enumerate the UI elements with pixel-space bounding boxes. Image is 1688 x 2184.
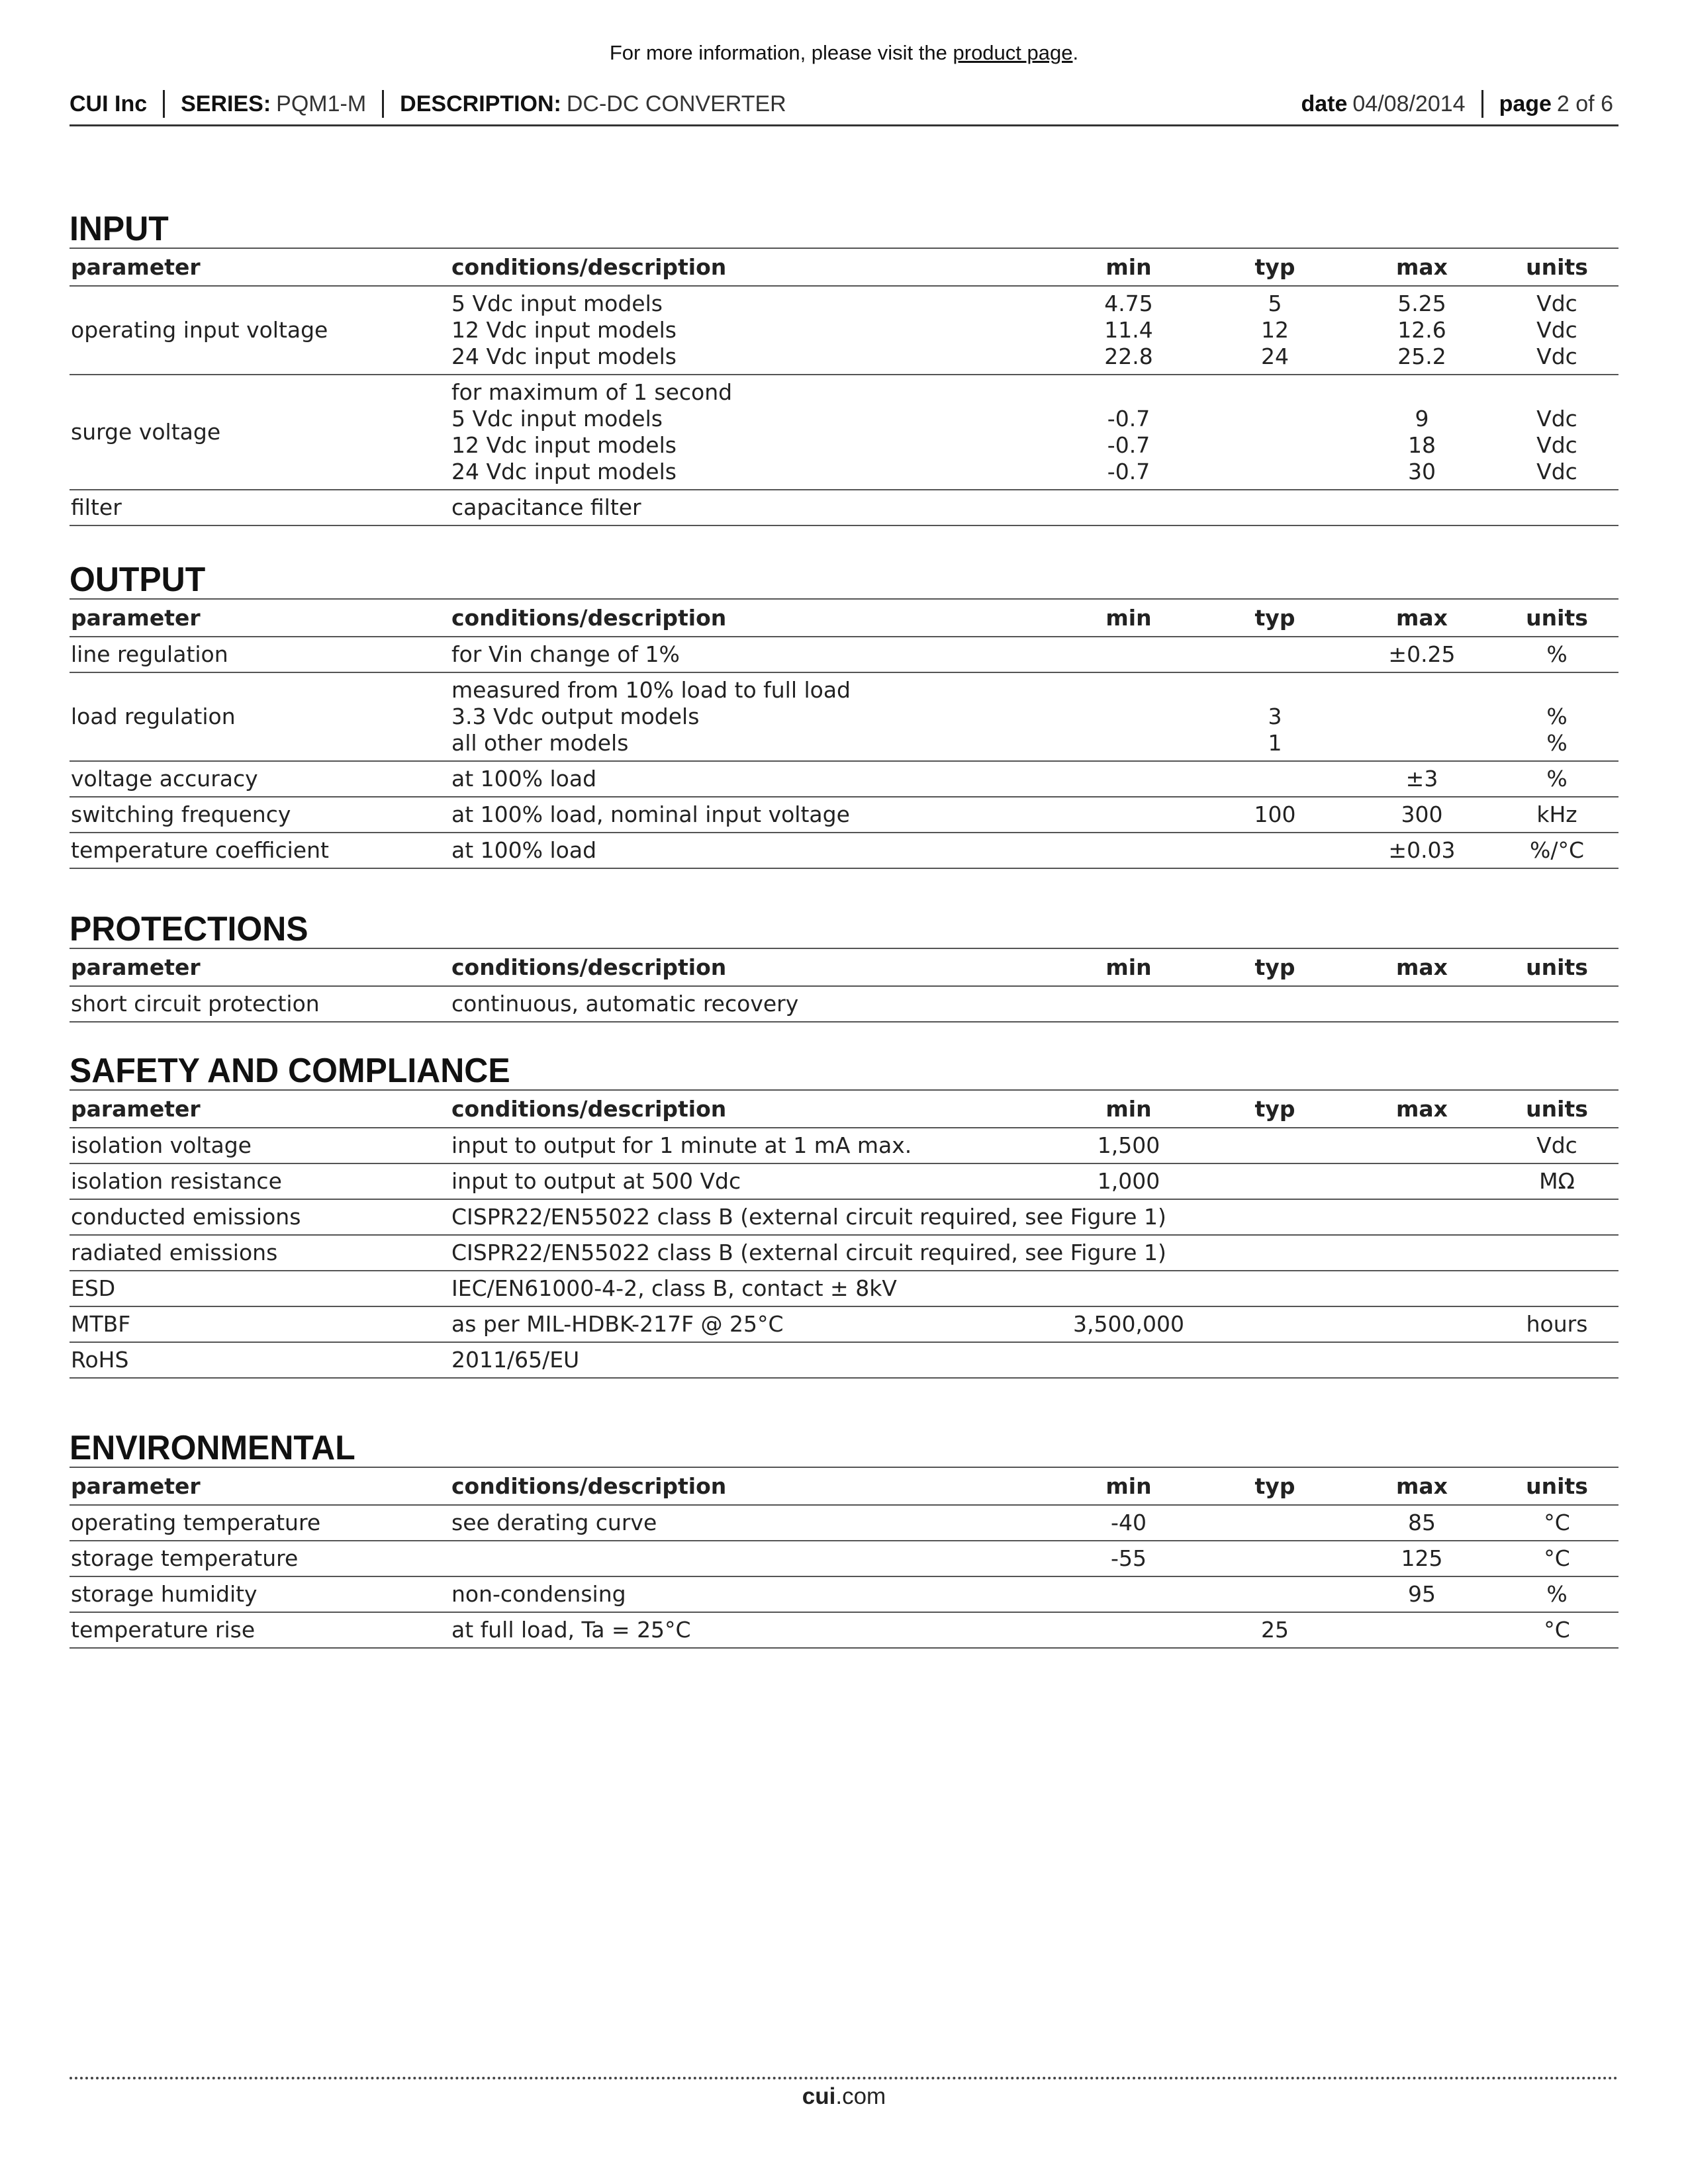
col-conditions: conditions/description	[450, 1467, 1056, 1505]
max-cell	[1348, 672, 1495, 761]
col-max: max	[1348, 948, 1495, 986]
conditions-cell: at full load, Ta = 25°C	[450, 1612, 1056, 1648]
table-row	[70, 490, 1618, 525]
min-cell	[1056, 286, 1201, 375]
units-value: Vdc	[1536, 406, 1577, 432]
table-row	[70, 1576, 1618, 1612]
conditions-cell: at 100% load, nominal input voltage	[450, 797, 1056, 833]
col-units: units	[1495, 599, 1618, 637]
table-header-row	[70, 1090, 1618, 1128]
col-typ: typ	[1201, 599, 1348, 637]
output-section	[70, 561, 1618, 869]
units-cell	[1495, 672, 1618, 761]
conditions-line: 24 Vdc input models	[451, 343, 677, 369]
table-row	[70, 637, 1618, 672]
top-note-text: For more information, please visit the	[609, 41, 947, 64]
units-value: %	[1546, 730, 1568, 756]
output-table	[70, 598, 1618, 869]
page-value: 2 of 6	[1556, 91, 1613, 116]
col-conditions: conditions/description	[450, 1090, 1056, 1128]
protections-section	[70, 911, 1618, 1023]
max-cell: 95	[1348, 1576, 1495, 1612]
footer-suffix: .com	[835, 2083, 886, 2109]
protections-table	[70, 948, 1618, 1023]
table-row	[70, 1163, 1618, 1199]
top-note-end: .	[1072, 41, 1079, 64]
col-conditions: conditions/description	[450, 599, 1056, 637]
table-row	[70, 375, 1618, 490]
units-cell	[1495, 286, 1618, 375]
typ-value: 24	[1261, 343, 1289, 369]
typ-cell	[1201, 637, 1348, 672]
max-value: 9	[1415, 406, 1429, 432]
max-cell	[1348, 286, 1495, 375]
units-value: %	[1546, 704, 1568, 729]
col-parameter: parameter	[70, 948, 450, 986]
safety-section	[70, 1052, 1618, 1379]
min-cell	[1056, 1576, 1201, 1612]
max-value	[1350, 379, 1494, 406]
conditions-cell: input to output for 1 minute at 1 mA max.	[450, 1128, 1056, 1163]
max-value: 5.25	[1397, 291, 1446, 316]
max-value: 30	[1408, 459, 1436, 484]
param-cell: temperature rise	[70, 1612, 450, 1648]
col-min: min	[1056, 599, 1201, 637]
conditions-line: 5 Vdc input models	[451, 291, 663, 316]
max-cell: ±0.25	[1348, 637, 1495, 672]
units-cell: °C	[1495, 1612, 1618, 1648]
param-cell: storage temperature	[70, 1541, 450, 1576]
environmental-section	[70, 1430, 1618, 1649]
typ-value: 12	[1261, 317, 1289, 343]
table-row	[70, 1271, 1618, 1306]
param-cell: RoHS	[70, 1342, 450, 1378]
environmental-title: ENVIRONMENTAL	[70, 1429, 355, 1467]
header-divider	[163, 90, 165, 118]
min-cell	[1056, 672, 1201, 761]
units-cell: °C	[1495, 1505, 1618, 1541]
col-min: min	[1056, 1090, 1201, 1128]
param-cell: operating input voltage	[70, 286, 450, 375]
conditions-cell: 2011/65/EU	[450, 1342, 1056, 1378]
units-cell: %/°C	[1495, 833, 1618, 868]
min-cell	[1056, 375, 1201, 490]
conditions-cell: input to output at 500 Vdc	[450, 1163, 1056, 1199]
environmental-table	[70, 1467, 1618, 1649]
series-label: SERIES:	[181, 91, 271, 116]
units-value: Vdc	[1536, 317, 1577, 343]
col-units: units	[1495, 248, 1618, 286]
page-label: page	[1499, 91, 1552, 116]
conditions-line: 24 Vdc input models	[451, 459, 677, 484]
units-cell: kHz	[1495, 797, 1618, 833]
conditions-cell: at 100% load	[450, 761, 1056, 797]
table-row	[70, 1306, 1618, 1342]
typ-cell	[1201, 1505, 1348, 1541]
document-header	[70, 85, 1618, 126]
company-name: CUI Inc	[70, 91, 148, 116]
conditions-cell	[450, 672, 1056, 761]
units-value	[1497, 379, 1617, 406]
col-max: max	[1348, 599, 1495, 637]
table-row	[70, 286, 1618, 375]
units-cell: hours	[1495, 1306, 1618, 1342]
table-row	[70, 1235, 1618, 1271]
table-header-row	[70, 599, 1618, 637]
conditions-line: 5 Vdc input models	[451, 406, 663, 432]
output-title: OUTPUT	[70, 561, 206, 599]
input-title: INPUT	[70, 210, 169, 248]
footer-brand: cui	[802, 2083, 836, 2109]
col-typ: typ	[1201, 1467, 1348, 1505]
min-value: -0.7	[1107, 459, 1150, 484]
conditions-cell: at 100% load	[450, 833, 1056, 868]
units-cell: °C	[1495, 1541, 1618, 1576]
conditions-line: 12 Vdc input models	[451, 432, 677, 458]
conditions-cell: capacitance filter	[450, 490, 1056, 525]
conditions-cell: as per MIL-HDBK-217F @ 25°C	[450, 1306, 1056, 1342]
min-value: 22.8	[1104, 343, 1153, 369]
top-info-note	[0, 41, 1688, 65]
footer-divider	[70, 2077, 1618, 2079]
table-row	[70, 797, 1618, 833]
typ-cell	[1201, 672, 1348, 761]
param-cell: radiated emissions	[70, 1235, 450, 1271]
max-cell: 300	[1348, 797, 1495, 833]
units-cell: Vdc	[1495, 1128, 1618, 1163]
min-cell: 1,500	[1056, 1128, 1201, 1163]
typ-cell	[1201, 833, 1348, 868]
max-value: 25.2	[1397, 343, 1446, 369]
units-value	[1497, 677, 1617, 704]
conditions-line: measured from 10% load to full load	[451, 677, 851, 703]
col-parameter: parameter	[70, 1467, 450, 1505]
header-right	[1301, 90, 1613, 118]
typ-cell: 25	[1201, 1612, 1348, 1648]
conditions-cell: non-condensing	[450, 1576, 1056, 1612]
col-parameter: parameter	[70, 599, 450, 637]
col-max: max	[1348, 1090, 1495, 1128]
units-cell: %	[1495, 1576, 1618, 1612]
min-value: 4.75	[1104, 291, 1153, 316]
typ-value: 3	[1268, 704, 1282, 729]
units-value: Vdc	[1536, 459, 1577, 484]
max-cell	[1348, 1612, 1495, 1648]
table-row	[70, 1612, 1618, 1648]
input-table	[70, 248, 1618, 526]
min-value: -0.7	[1107, 432, 1150, 458]
min-cell	[1056, 637, 1201, 672]
min-cell	[1056, 761, 1201, 797]
description-label: DESCRIPTION:	[400, 91, 561, 116]
typ-cell	[1201, 375, 1348, 490]
min-cell	[1056, 833, 1201, 868]
table-header-row	[70, 948, 1618, 986]
units-cell	[1495, 375, 1618, 490]
units-value: Vdc	[1536, 432, 1577, 458]
col-units: units	[1495, 1090, 1618, 1128]
param-cell: temperature coefficient	[70, 833, 450, 868]
param-cell: short circuit protection	[70, 986, 450, 1022]
header-divider	[1481, 90, 1483, 118]
col-units: units	[1495, 1467, 1618, 1505]
table-row	[70, 1505, 1618, 1541]
param-cell: switching frequency	[70, 797, 450, 833]
col-typ: typ	[1201, 948, 1348, 986]
min-cell	[1056, 1612, 1201, 1648]
col-parameter: parameter	[70, 248, 450, 286]
typ-cell	[1201, 761, 1348, 797]
units-cell: MΩ	[1495, 1163, 1618, 1199]
conditions-cell: CISPR22/EN55022 class B (external circuit required, see Figure 1)	[450, 1199, 1056, 1235]
date-label: date	[1301, 91, 1348, 116]
min-value: 11.4	[1104, 317, 1153, 343]
min-cell: -40	[1056, 1505, 1201, 1541]
max-cell: 85	[1348, 1505, 1495, 1541]
table-row	[70, 1342, 1618, 1378]
col-conditions: conditions/description	[450, 248, 1056, 286]
min-cell	[1056, 797, 1201, 833]
footer-website[interactable]	[0, 2083, 1688, 2110]
param-cell: isolation resistance	[70, 1163, 450, 1199]
conditions-cell	[450, 286, 1056, 375]
table-row	[70, 672, 1618, 761]
units-value: Vdc	[1536, 343, 1577, 369]
conditions-cell: IEC/EN61000-4-2, class B, contact ± 8kV	[450, 1271, 1056, 1306]
conditions-line: all other models	[451, 730, 629, 756]
col-min: min	[1056, 1467, 1201, 1505]
min-value: -0.7	[1107, 406, 1150, 432]
param-cell: operating temperature	[70, 1505, 450, 1541]
max-value: 18	[1408, 432, 1436, 458]
conditions-cell: CISPR22/EN55022 class B (external circuit required, see Figure 1)	[450, 1235, 1056, 1271]
conditions-cell	[450, 375, 1056, 490]
param-cell: voltage accuracy	[70, 761, 450, 797]
table-header-row	[70, 248, 1618, 286]
conditions-line: 3.3 Vdc output models	[451, 704, 700, 729]
typ-cell	[1201, 286, 1348, 375]
min-value	[1057, 379, 1200, 406]
units-cell: %	[1495, 761, 1618, 797]
table-row	[70, 1128, 1618, 1163]
min-cell: 1,000	[1056, 1163, 1201, 1199]
safety-table	[70, 1089, 1618, 1379]
typ-value	[1203, 677, 1347, 704]
max-value: 12.6	[1397, 317, 1446, 343]
param-cell: MTBF	[70, 1306, 450, 1342]
product-page-link[interactable]: product page	[953, 41, 1073, 64]
typ-cell	[1201, 1576, 1348, 1612]
col-max: max	[1348, 1467, 1495, 1505]
max-cell: ±0.03	[1348, 833, 1495, 868]
col-typ: typ	[1201, 248, 1348, 286]
param-cell: storage humidity	[70, 1576, 450, 1612]
param-cell: ESD	[70, 1271, 450, 1306]
conditions-cell: see derating curve	[450, 1505, 1056, 1541]
conditions-cell: for Vin change of 1%	[450, 637, 1056, 672]
date-value: 04/08/2014	[1352, 91, 1466, 116]
max-cell: ±3	[1348, 761, 1495, 797]
typ-value: 5	[1268, 291, 1282, 316]
col-max: max	[1348, 248, 1495, 286]
conditions-line: 12 Vdc input models	[451, 317, 677, 343]
col-parameter: parameter	[70, 1090, 450, 1128]
table-row	[70, 986, 1618, 1022]
input-section	[70, 210, 1618, 526]
description-value: DC-DC CONVERTER	[566, 91, 786, 116]
units-cell: %	[1495, 637, 1618, 672]
col-units: units	[1495, 948, 1618, 986]
table-row	[70, 1541, 1618, 1576]
max-cell	[1348, 375, 1495, 490]
typ-cell: 100	[1201, 797, 1348, 833]
table-row	[70, 761, 1618, 797]
table-row	[70, 833, 1618, 868]
param-cell: surge voltage	[70, 375, 450, 490]
param-cell: line regulation	[70, 637, 450, 672]
conditions-cell: continuous, automatic recovery	[450, 986, 1056, 1022]
param-cell: conducted emissions	[70, 1199, 450, 1235]
safety-title: SAFETY AND COMPLIANCE	[70, 1052, 510, 1090]
table-header-row	[70, 1467, 1618, 1505]
max-cell: 125	[1348, 1541, 1495, 1576]
col-conditions: conditions/description	[450, 948, 1056, 986]
units-value: Vdc	[1536, 291, 1577, 316]
header-left	[70, 90, 786, 118]
param-cell: isolation voltage	[70, 1128, 450, 1163]
param-cell: load regulation	[70, 672, 450, 761]
col-min: min	[1056, 948, 1201, 986]
header-divider	[382, 90, 384, 118]
conditions-cell	[450, 1541, 1056, 1576]
col-typ: typ	[1201, 1090, 1348, 1128]
min-cell: -55	[1056, 1541, 1201, 1576]
min-cell: 3,500,000	[1056, 1306, 1201, 1342]
typ-value: 1	[1268, 730, 1282, 756]
table-row	[70, 1199, 1618, 1235]
col-min: min	[1056, 248, 1201, 286]
protections-title: PROTECTIONS	[70, 910, 308, 948]
param-cell: filter	[70, 490, 450, 525]
series-value: PQM1-M	[276, 91, 367, 116]
conditions-line: for maximum of 1 second	[451, 379, 733, 405]
typ-cell	[1201, 1541, 1348, 1576]
